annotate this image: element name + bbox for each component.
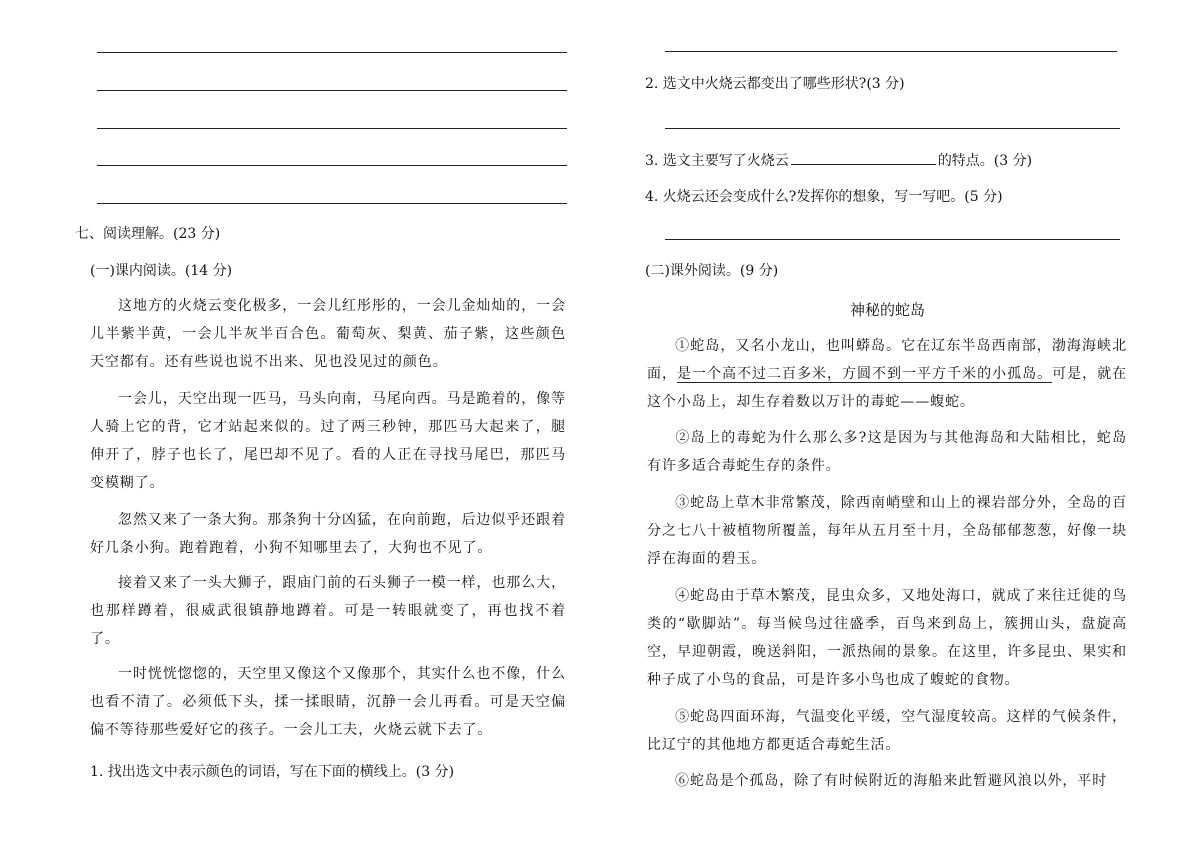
question-2: 2. 选文中火烧云都变出了哪些形状?(3 分): [645, 76, 905, 92]
article-title: 神秘的蛇岛: [849, 301, 925, 319]
question-4: 4. 火烧云还会变成什么?发挥你的想象，写一写吧。(5 分): [645, 189, 1003, 205]
section-title: 七、阅读理解。(23 分): [75, 226, 221, 242]
article-paragraph-3: ③蛇岛上草木非常繁茂，除西南峭壁和山上的裸岩部分外，全岛的百分之七八十被植物所覆盖，每年从五月至十月，全岛郁郁葱葱，好像一块浮在海面的碧玉。: [647, 495, 1127, 567]
underlined-sentence: 是一个高不过二百多米，方圆不到一平方千米的小孤岛。: [677, 366, 1053, 382]
answer-line[interactable]: [97, 165, 567, 166]
article-paragraph-2: ②岛上的毒蛇为什么那么多?这是因为与其他海岛和大陆相比，蛇岛有许多适合毒蛇生存的条件。: [647, 430, 1127, 474]
article-paragraph-1: ①蛇岛，又名小龙山，也叫蟒岛。它在辽东半岛西南部，渤海海峡北面，是一个高不过二百多米，方圆不到一平方千米的小孤岛。可是，就在这个小岛上，却生存着数以万计的毒蛇——蝮蛇。: [647, 338, 1128, 410]
passage-paragraph-4: 接着又来了一头大狮子，跟庙门前的石头狮子一模一样，也那么大，也那样蹲着，很威武很镇静地蹲着。可是一转眼就变了，再也找不着了。: [90, 575, 566, 647]
passage-paragraph-5: 一时恍恍惚惚的，天空里又像这个又像那个，其实什么也不像，什么也看不清了。必须低下头，揉一揉眼睛，沉静一会儿再看。可是天空偏偏不等待那些爱好它的孩子。一会儿工夫，火烧云就下去了。: [90, 666, 566, 738]
answer-line[interactable]: [97, 203, 567, 204]
answer-line[interactable]: [665, 239, 1120, 240]
passage-paragraph-1: 这地方的火烧云变化极多，一会儿红彤彤的，一会儿金灿灿的，一会儿半紫半黄，一会儿半灰半百合色。葡萄灰、梨黄、茄子紫，这些颜色天空都有。还有些说也说不出来、见也没见过的颜色。: [90, 298, 566, 370]
question-3: 3. 选文主要写了火烧云 的特点。(3 分): [645, 153, 1033, 169]
passage-paragraph-2: 一会儿，天空出现一匹马，马头向南，马尾向西。马是跪着的，像等人骑上它的背，它才站起来似的。过了两三秒钟，那匹马大起来了，腿伸开了，脖子也长了，尾巴却不见了。看的人正在寻找马尾巴，那匹马变模糊了。: [90, 391, 566, 491]
subsection-title: (一)课内阅读。(14 分): [90, 263, 233, 279]
fill-in-blank[interactable]: [791, 152, 936, 165]
answer-line[interactable]: [97, 128, 567, 129]
answer-line[interactable]: [97, 90, 567, 91]
article-paragraph-6: ⑥蛇岛是个孤岛，除了有时候附近的海船来此暂避风浪以外，平时: [675, 773, 1108, 789]
article-paragraph-4: ④蛇岛由于草木繁茂，昆虫众多，又地处海口，就成了来往迁徙的鸟类的“歇脚站”。每当候鸟过往盛季，百鸟来到岛上，簇拥山头，盘旋高空，早迎朝霞，晚送斜阳，一派热闹的景象。在这里，许多昆虫、果实和种子成了小鸟的食品，可是许多小鸟也成了蝮蛇的食物。: [647, 588, 1127, 688]
article-paragraph-5: ⑤蛇岛四面环海，气温变化平缓，空气湿度较高。这样的气候条件，比辽宁的其他地方都更适合毒蛇生活。: [647, 709, 1127, 753]
passage-paragraph-3: 忽然又来了一条大狗。那条狗十分凶猛，在向前跑，后边似乎还跟着好几条小狗。跑着跑着，小狗不知哪里去了，大狗也不见了。: [90, 512, 566, 556]
answer-line[interactable]: [665, 128, 1120, 129]
subsection-title: (二)课外阅读。(9 分): [645, 263, 779, 279]
question-1: 1. 找出选文中表示颜色的词语，写在下面的横线上。(3 分): [90, 764, 455, 780]
answer-line[interactable]: [665, 51, 1117, 52]
answer-line[interactable]: [97, 52, 567, 53]
